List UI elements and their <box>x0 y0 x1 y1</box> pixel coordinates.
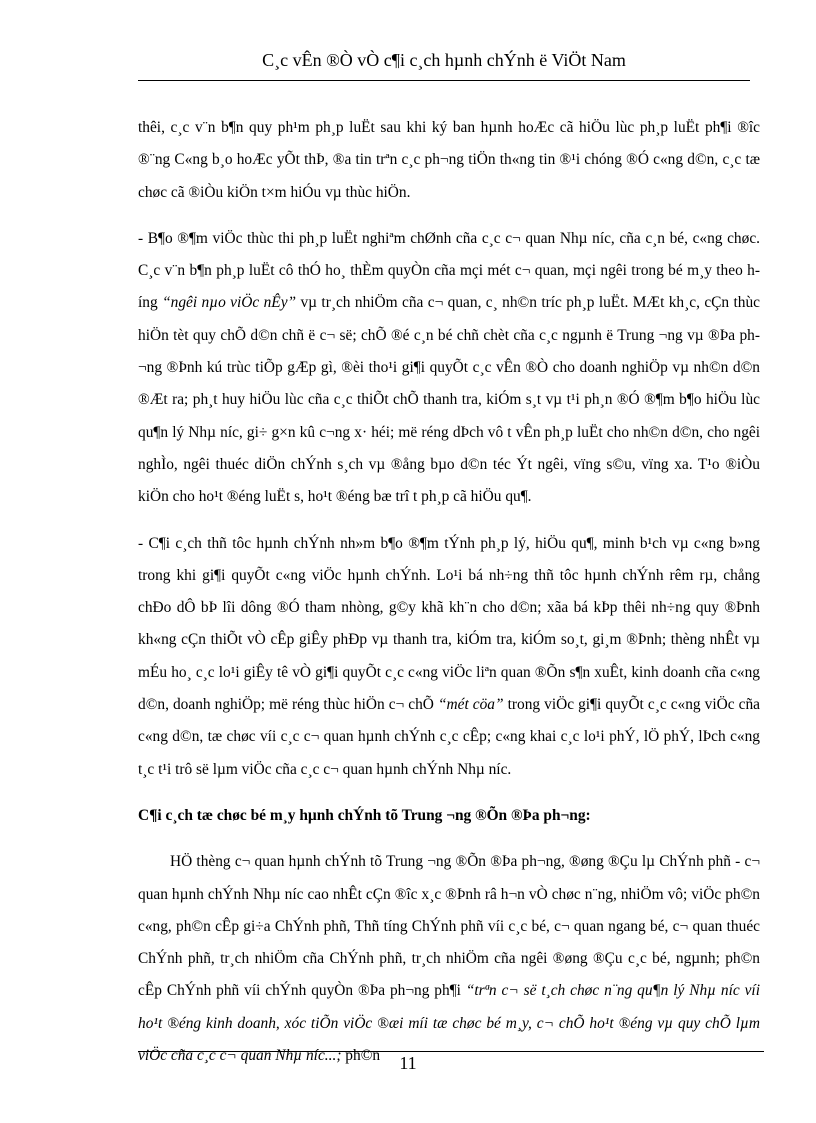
section-heading: C¶i c¸ch tæ chøc bé m¸y hµnh chÝnh tõ Trung ¬ng ®Õn ®Þa ph¬ng: <box>138 806 591 824</box>
paragraph-text: trong viÖc gi¶i quyÕt c¸c c«ng viÖc cña c«ng d©n, tæ chøc víi c¸c c¬ quan hµnh chÝnh c¸c cÊp; c«ng khai c¸c lo¹i phÝ, lÖ phÝ, lÞch c«ng t¸c t¹i trô së lµm viÖc cña c¸c c¬ quan hµnh chÝnh Nhµ níc. <box>138 696 760 778</box>
page-number: 11 <box>399 1053 417 1073</box>
paragraph-intro: thêi, c¸c v¨n b¶n quy ph¹m ph¸p luËt sau khi ký ban hµnh hoÆc cã hiÖu lùc ph¸p luËt ph¶i ®îc ®¨ng C«ng b¸o hoÆc yÕt thÞ, ®a tin trªn c¸c ph¬ng tiÖn th«ng tin ®¹i chóng ®Ó c«ng d©n, c¸c tæ chøc cã ®iÒu kiÖn t×m hiÓu vµ thùc hiÖn. <box>138 119 760 201</box>
footer-divider <box>138 1051 764 1052</box>
page-header-title: C¸c vÊn ®Ò vÒ c¶i c¸ch hµnh chÝnh ë ViÖt Nam <box>262 50 626 70</box>
paragraph-law-enforcement <box>138 223 760 514</box>
document-body <box>138 112 760 1072</box>
paragraph-text: ph©n <box>341 1047 381 1065</box>
paragraph-admin-system <box>138 846 760 1072</box>
italic-quote: “mét cöa” <box>437 696 504 714</box>
header-divider <box>138 80 750 81</box>
italic-quote: “trªn c¬ së t¸ch chøc n¨ng qu¶n lý Nhµ níc víi ho¹t ®éng kinh doanh, xóc tiÕn viÖc ®æi míi tæ chøc bé m¸y, c¬ chÕ ho¹t ®éng vµ quy chÕ lµm viÖc cña c¸c c¬ quan Nhµ níc...; <box>138 982 760 1065</box>
paragraph-text: HÖ thèng c¬ quan hµnh chÝnh tõ Trung ¬ng ®Õn ®Þa ph¬ng, ®øng ®Çu lµ ChÝnh phñ - c¬ quan hµnh chÝnh Nhµ níc cao nhÊt cÇn ®îc x¸c ®Þnh râ h¬n vÒ chøc n¨ng, nhiÖm vô; viÖc ph©n c«ng, ph©n cÊp gi÷a ChÝnh phñ, Thñ tíng ChÝnh phñ víi c¸c bé, c¬ quan ngang bé, c¬ quan thuéc ChÝnh phñ, tr¸ch nhiÖm cña ChÝnh phñ, tr¸ch nhiÖm cña ngêi ®øng ®Çu c¸c bé, ngµnh; ph©n cÊp ChÝnh phñ víi chÝnh quyÒn ®Þa ph¬ng ph¶i <box>138 853 760 1000</box>
paragraph-text: vµ tr¸ch nhiÖm cña c¬ quan, c¸ nh©n tríc ph¸p luËt. MÆt kh¸c, cÇn thùc hiÖn tèt quy chÕ d©n chñ ë c¬ së; chÕ ®é c¸n bé chñ chèt cña c¸c ngµnh ë Trung ¬ng vµ ®Þa ph¬ng ®Þnh kú trùc tiÕp gÆp gì, ®èi tho¹i gi¶i quyÕt c¸c vÊn ®Ò cho doanh nghiÖp vµ nh©n d©n ®Æt ra; ph¸t huy hiÖu lùc cña c¸c thiÕt chÕ thanh tra, kiÓm s¸t vµ t¹i ph¸n ®Ó ®¶m b¶o hiÖu lùc qu¶n lý Nhµ níc, gi÷ g×n kû c¬ng x· héi; më réng dÞch vô t vÊn ph¸p luËt cho nh©n d©n, cho ngêi nghÌo, ngêi thuéc diÖn chÝnh s¸ch vµ ®ång bµo d©n téc Ýt ngêi, vïng s©u, vïng xa. T¹o ®iÒu kiÖn cho ho¹t ®éng luËt s, ho¹t ®éng bæ trî t ph¸p cã hiÖu qu¶. <box>138 294 760 506</box>
italic-quote: “ngêi nµo viÖc nÊy” <box>162 294 297 312</box>
paragraph-admin-procedures <box>138 528 760 786</box>
paragraph-text: - C¶i c¸ch thñ tôc hµnh chÝnh nh»m b¶o ®¶m tÝnh ph¸p lý, hiÖu qu¶, minh b¹ch vµ c«ng b»ng trong khi gi¶i quyÕt c«ng viÖc hµnh chÝnh. Lo¹i bá nh÷ng thñ tôc hµnh chÝnh rêm rµ, chång chÐo dÔ bÞ lîi dông ®Ó tham nhòng, g©y khã kh¨n cho d©n; xãa bá kÞp thêi nh÷ng quy ®Þnh kh«ng cÇn thiÕt vÒ cÊp giÊy phÐp vµ thanh tra, kiÓm tra, kiÓm so¸t, gi¸m ®Þnh; thèng nhÊt vµ mÉu ho¸ c¸c lo¹i giÊy tê vÒ gi¶i quyÕt c¸c c«ng viÖc liªn quan ®Õn s¶n xuÊt, kinh doanh cña c«ng d©n, doanh nghiÖp; më réng thùc hiÖn c¬ chÕ <box>138 534 760 714</box>
paragraph-text: - B¶o ®¶m viÖc thùc thi ph¸p luËt nghiªm chØnh cña c¸c c¬ quan Nhµ níc, cña c¸n bé, c«ng chøc. C¸c v¨n b¶n ph¸p luËt cô thÓ ho¸ thÈm quyÒn cña mçi mét c¬ quan, mçi ngêi trong bé m¸y theo híng <box>138 229 760 312</box>
